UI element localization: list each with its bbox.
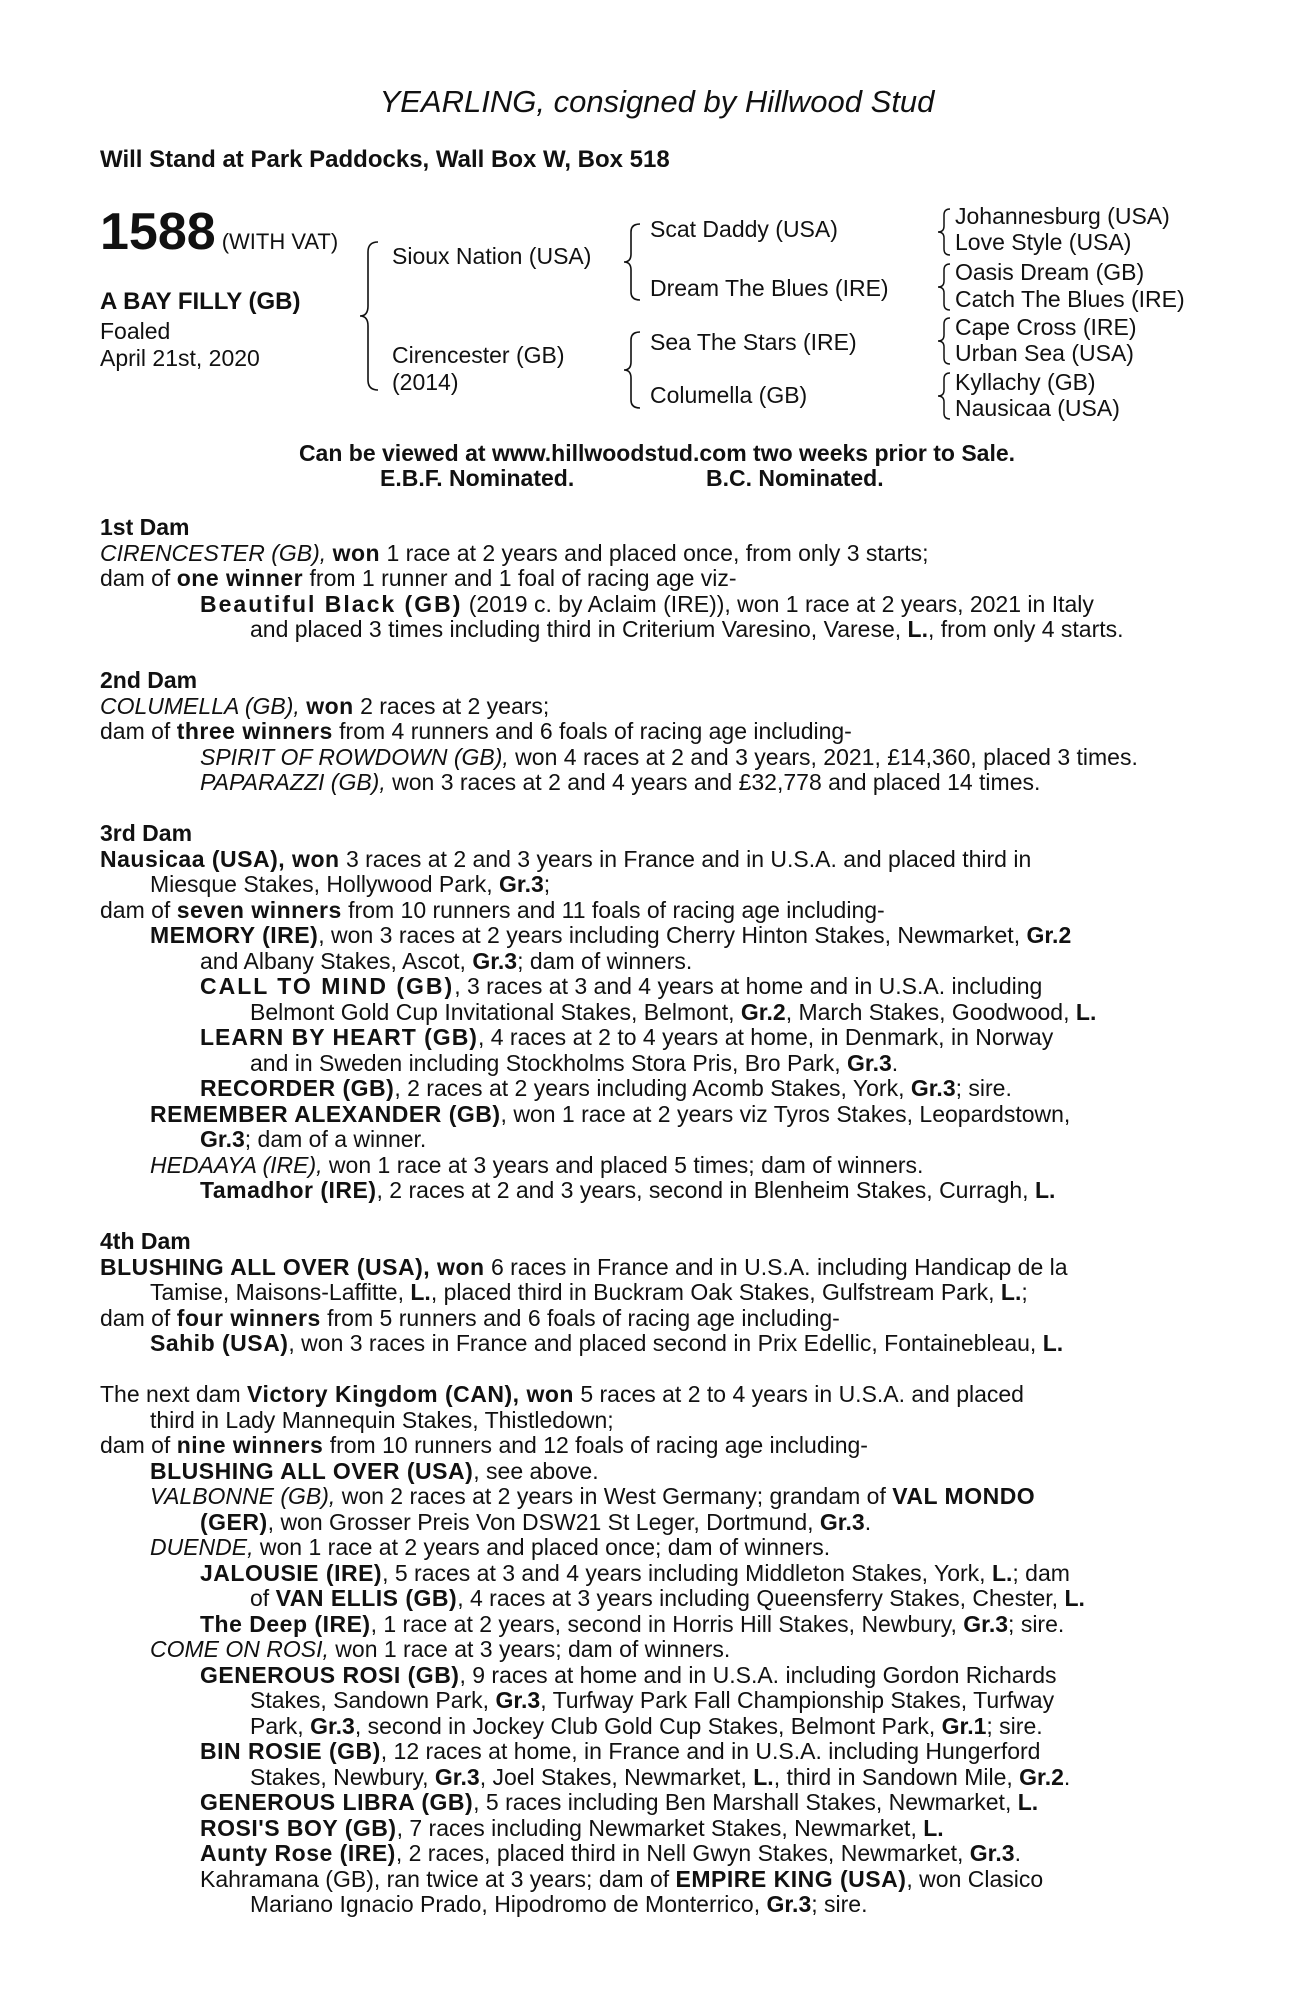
pedigree-dss: Cape Cross (IRE) — [955, 314, 1137, 340]
text: of — [250, 1585, 276, 1611]
progeny-name: BLUSHING ALL OVER (USA) — [150, 1457, 474, 1484]
second-dam-heading: 2nd Dam — [100, 667, 198, 693]
race-text: , won 3 races in France and placed second in Prix Edellic, Fontainebleau, — [288, 1330, 1043, 1356]
progeny-line — [100, 1153, 1205, 1179]
dam-line — [100, 1382, 1205, 1408]
grade: Gr.3 — [963, 1610, 1009, 1637]
progeny-line — [100, 949, 1205, 975]
progeny-line — [100, 974, 1205, 1000]
dam-line — [100, 694, 1205, 720]
progeny-line — [100, 1688, 1205, 1714]
race-text: Kahramana (GB), ran twice at 3 years; dam of — [200, 1865, 676, 1892]
progeny-line — [100, 770, 1205, 796]
pedigree-ssd: Love Style (USA) — [955, 229, 1132, 255]
grade: Gr.3 — [434, 1763, 480, 1790]
progeny-name: SPIRIT OF ROWDOWN (GB), — [200, 743, 509, 770]
pedigree-brace-main — [358, 240, 388, 392]
text: . — [864, 1508, 872, 1535]
third-dam-heading: 3rd Dam — [100, 820, 193, 846]
race-text: , won 3 races at 2 years including Cherry Hinton Stakes, Newmarket, — [318, 922, 1027, 948]
pedigree-dam-year: (2014) — [392, 369, 459, 395]
progeny-line — [100, 1714, 1205, 1740]
progeny-name: Aunty Rose (IRE) — [200, 1840, 396, 1866]
race-text: , 2 races at 2 and 3 years, second in Blenheim Stakes, Curragh, — [376, 1177, 1035, 1203]
text: dam of — [100, 565, 177, 591]
progeny-name: GENEROUS ROSI (GB) — [200, 1661, 460, 1688]
race-text: Park, — [250, 1712, 311, 1739]
progeny-name: LEARN BY HEART (GB) — [200, 1024, 478, 1050]
dam-name: Nausicaa (USA), — [100, 845, 286, 872]
grade: Gr.3 — [847, 1049, 892, 1076]
dam-line — [100, 898, 1205, 924]
pedigree-brace-sire — [622, 222, 646, 302]
race-text: Stakes, Newbury, — [250, 1763, 435, 1790]
text: The next dam — [100, 1381, 248, 1407]
progeny-line — [100, 1612, 1205, 1638]
viewing-note: Can be viewed at www.hillwoodstud.com two weeks prior to Sale. — [298, 440, 1016, 466]
race-text: , March Stakes, Goodwood, — [785, 998, 1076, 1025]
progeny-line — [100, 1892, 1205, 1918]
grade: L. — [1042, 1330, 1064, 1356]
race-text: won 3 races at 2 and 4 years and £32,778 and placed 14 times. — [385, 769, 1041, 795]
grade: Gr.3 — [910, 1075, 956, 1101]
grade: Gr.2 — [1026, 922, 1072, 948]
race-text: 1 race at 2 years and placed once, from only 3 starts; — [380, 539, 929, 566]
text: ; sire. — [1008, 1610, 1065, 1637]
text: dam of — [100, 718, 177, 744]
bc-nominated: B.C. Nominated. — [706, 465, 884, 491]
race-text: , 4 races at 3 years including Queensferry Stakes, Chester, — [457, 1585, 1065, 1611]
dam-line — [100, 1255, 1205, 1281]
text: ; sire. — [811, 1891, 868, 1917]
grade: Gr.2 — [740, 998, 786, 1025]
dam-name: BLUSHING ALL OVER (USA), won — [100, 1253, 485, 1280]
pedigree-dam: Cirencester (GB) — [392, 342, 565, 368]
pedigree-sds: Oasis Dream (GB) — [955, 259, 1145, 285]
winners-count: nine winners — [176, 1432, 324, 1458]
grade: L. — [1017, 1789, 1039, 1815]
progeny-name: Sahib (USA) — [150, 1330, 289, 1356]
progeny-name: EMPIRE KING (USA) — [675, 1865, 907, 1892]
lot-number-value: 1588 — [100, 203, 216, 261]
pedigree-sire-dam: Dream The Blues (IRE) — [650, 275, 889, 301]
race-text: and Albany Stakes, Ascot, — [200, 947, 473, 974]
foaled-date: April 21st, 2020 — [100, 345, 260, 371]
grade: Gr.3 — [310, 1712, 355, 1739]
dam-line — [100, 1280, 1205, 1306]
race-text: , 2 races, placed third in Nell Gwyn Stakes, Newmarket, — [395, 1840, 970, 1866]
pedigree-dam-dam: Columella (GB) — [650, 382, 808, 408]
race-text: , 5 races at 3 and 4 years including Middleton Stakes, York, — [382, 1559, 992, 1586]
progeny-line — [100, 1178, 1205, 1204]
next-dam-section — [100, 1382, 1205, 1918]
won-label: won — [306, 692, 354, 719]
progeny-line — [100, 1484, 1205, 1510]
grade: Gr.3 — [200, 1126, 245, 1152]
pedigree-brace-ss — [936, 207, 954, 257]
race-text: , 4 races at 2 to 4 years at home, in Denmark, in Norway — [477, 1024, 1054, 1050]
progeny-line — [100, 1586, 1205, 1612]
pedigree-dam-sire: Sea The Stars (IRE) — [650, 329, 857, 355]
pedigree-sire: Sioux Nation (USA) — [392, 243, 592, 269]
progeny-name: VAN ELLIS (GB) — [275, 1585, 458, 1611]
text: from 5 runners and 6 foals of racing age including- — [320, 1304, 840, 1331]
race-text: , 9 races at home and in U.S.A. including Gordon Richards — [459, 1661, 1057, 1688]
race-text: won 1 race at 3 years and placed 5 times; dam of winners. — [322, 1151, 924, 1178]
grade: L. — [907, 616, 928, 642]
dam-line — [100, 1306, 1205, 1332]
progeny-line — [100, 592, 1205, 618]
grade: Gr.3 — [499, 871, 544, 897]
race-text: 2 races at 2 years; — [353, 692, 550, 719]
progeny-line — [100, 1025, 1205, 1051]
pedigree-brace-ds — [936, 316, 954, 366]
progeny-line — [100, 1765, 1205, 1791]
race-text: and in Sweden including Stockholms Stora Pris, Bro Park, — [250, 1049, 848, 1076]
ebf-nominated: E.B.F. Nominated. — [380, 465, 575, 491]
race-text: 6 races in France and in U.S.A. including Handicap de la — [484, 1253, 1068, 1280]
won-label: won — [285, 845, 340, 872]
grade: L. — [1034, 1177, 1056, 1203]
winners-count: three winners — [176, 718, 333, 744]
text: ; dam of winners. — [517, 947, 693, 974]
grade: Gr.3 — [472, 947, 518, 974]
text: from 4 runners and 6 foals of racing age including- — [332, 718, 852, 744]
progeny-name: JALOUSIE (IRE) — [200, 1559, 383, 1586]
race-text: (2019 c. by Aclaim (IRE)), won 1 race at 2 years, 2021 in Italy — [462, 590, 1094, 617]
text: from 10 runners and 11 foals of racing age including- — [341, 896, 885, 923]
race-text: , from only 4 starts. — [927, 616, 1124, 642]
progeny-name: DUENDE, — [150, 1534, 254, 1560]
dam-line — [100, 541, 1205, 567]
progeny-line — [100, 745, 1205, 771]
text: . — [891, 1049, 899, 1076]
pedigree-dsd: Urban Sea (USA) — [955, 340, 1134, 366]
progeny-line — [100, 1663, 1205, 1689]
grade: Gr.2 — [1019, 1763, 1064, 1790]
progeny-name: PAPARAZZI (GB), — [200, 769, 386, 795]
text: ; dam of a winner. — [244, 1126, 427, 1152]
winners-count: seven winners — [176, 896, 342, 923]
race-text: , won Grosser Preis Von DSW21 St Leger, Dortmund, — [267, 1508, 820, 1535]
text: ; dam — [1012, 1559, 1070, 1586]
pedigree-sss: Johannesburg (USA) — [955, 203, 1170, 229]
race-text: and placed 3 times including third in Criterium Varesino, Varese, — [250, 616, 908, 642]
race-text: Stakes, Sandown Park, — [250, 1687, 496, 1713]
progeny-line — [100, 1867, 1205, 1893]
fourth-dam-section — [100, 1229, 1205, 1357]
race-text: , 12 races at home, in France and in U.S.A. including Hungerford — [380, 1738, 1041, 1764]
grade: Gr.3 — [819, 1508, 865, 1535]
grade: L. — [410, 1279, 431, 1305]
first-dam-heading: 1st Dam — [100, 514, 190, 540]
progeny-name: CALL TO MIND (GB) — [200, 973, 455, 999]
progeny-name: Tamadhor (IRE) — [200, 1177, 377, 1203]
race-text: , 5 races including Ben Marshall Stakes, Newmarket, — [473, 1789, 1018, 1815]
progeny-line — [100, 617, 1205, 643]
progeny-line — [100, 1637, 1205, 1663]
race-text: , 7 races including Newmarket Stakes, Newmarket, — [396, 1814, 924, 1841]
progeny-line — [100, 1510, 1205, 1536]
pedigree-brace-dam — [622, 330, 646, 410]
dam-line — [100, 1433, 1205, 1459]
race-text: , placed third in Buckram Oak Stakes, Gulfstream Park, — [430, 1279, 1001, 1305]
page-title: YEARLING, consigned by Hillwood Stud — [379, 84, 935, 119]
third-dam-section — [100, 821, 1205, 1204]
race-text: 5 races at 2 to 4 years in U.S.A. and placed — [573, 1381, 1024, 1407]
grade: L. — [1064, 1585, 1085, 1611]
progeny-name: MEMORY (IRE) — [150, 922, 319, 948]
progeny-name: RECORDER (GB) — [200, 1075, 395, 1101]
text: ; — [543, 871, 551, 897]
progeny-name: BIN ROSIE (GB) — [200, 1738, 381, 1764]
text: . — [1063, 1763, 1071, 1790]
progeny-name: REMEMBER ALEXANDER (GB) — [150, 1100, 501, 1127]
pedigree-sire-sire: Scat Daddy (USA) — [650, 216, 838, 242]
race-text: , third in Sandown Mile, — [773, 1763, 1020, 1790]
progeny-line — [100, 1127, 1205, 1153]
grade: Gr.3 — [766, 1891, 812, 1917]
dam-line — [100, 847, 1205, 873]
text: . — [1014, 1840, 1021, 1866]
second-dam-section — [100, 668, 1205, 796]
grade: Gr.3 — [495, 1687, 541, 1713]
dam-name: COLUMELLA (GB), — [100, 692, 300, 719]
race-text: , 1 race at 2 years, second in Horris Hill Stakes, Newbury, — [370, 1610, 964, 1637]
grade: Gr.1 — [941, 1712, 987, 1739]
pedigree-brace-sd — [936, 262, 954, 312]
foaled-info — [100, 318, 260, 372]
race-text: won 2 races at 2 years in West Germany; grandam of — [335, 1483, 893, 1509]
progeny-name: (GER) — [200, 1508, 268, 1535]
progeny-name: Beautiful Black (GB) — [200, 590, 463, 617]
progeny-line — [100, 1561, 1205, 1587]
lot-number — [100, 204, 338, 270]
progeny-line — [100, 1076, 1205, 1102]
dam-line — [100, 719, 1205, 745]
progeny-line — [100, 1051, 1205, 1077]
vat-note: (WITH VAT) — [221, 229, 339, 254]
progeny-line — [100, 1459, 1205, 1485]
pedigree-brace-dd — [936, 371, 954, 421]
grade: L. — [1075, 998, 1097, 1025]
text: dam of — [100, 896, 177, 923]
progeny-line — [100, 1000, 1205, 1026]
progeny-name: COME ON ROSI, — [150, 1636, 329, 1662]
progeny-name: The Deep (IRE) — [200, 1610, 371, 1637]
race-text: , won 1 race at 2 years viz Tyros Stakes, Leopardstown, — [500, 1100, 1071, 1127]
winners-count: four winners — [176, 1304, 321, 1331]
pedigree-ddd: Nausicaa (USA) — [955, 395, 1120, 421]
grade: L. — [991, 1559, 1013, 1586]
progeny-name: VAL MONDO — [892, 1483, 1036, 1509]
progeny-line — [100, 1102, 1205, 1128]
progeny-name: HEDAAYA (IRE), — [150, 1151, 323, 1178]
fourth-dam-heading: 4th Dam — [100, 1228, 191, 1254]
won-label: won — [332, 539, 381, 566]
dam-line: third in Lady Mannequin Stakes, Thistledown; — [150, 1406, 614, 1433]
progeny-line — [100, 923, 1205, 949]
grade: L. — [1000, 1279, 1022, 1305]
race-text: Belmont Gold Cup Invitational Stakes, Belmont, — [250, 998, 741, 1025]
progeny-line — [100, 1790, 1205, 1816]
race-text: , won Clasico — [906, 1865, 1044, 1892]
text: dam of — [100, 1432, 177, 1458]
race-text: , Turfway Park Fall Championship Stakes, Turfway — [540, 1687, 1055, 1713]
dam-line — [100, 566, 1205, 592]
progeny-name: ROSI'S BOY (GB) — [200, 1814, 397, 1841]
horse-description: A BAY FILLY (GB) — [100, 288, 301, 315]
race-text: , Joel Stakes, Newmarket, — [479, 1763, 754, 1790]
pedigree-dds: Kyllachy (GB) — [955, 369, 1096, 395]
race-text: , 2 races at 2 years including Acomb Stakes, York, — [394, 1075, 911, 1101]
race-text: Mariano Ignacio Prado, Hipodromo de Monterrico, — [250, 1891, 767, 1917]
dam-name: Victory Kingdom (CAN), won — [247, 1381, 574, 1407]
dam-name: CIRENCESTER (GB), — [100, 539, 327, 566]
progeny-line — [100, 1739, 1205, 1765]
race-text: , 3 races at 3 and 4 years at home and in U.S.A. including — [454, 973, 1043, 999]
race-text: Miesque Stakes, Hollywood Park, — [150, 871, 499, 897]
pedigree-sdd: Catch The Blues (IRE) — [955, 286, 1185, 312]
progeny-name: GENEROUS LIBRA (GB) — [200, 1789, 474, 1815]
progeny-line — [100, 1816, 1205, 1842]
text: from 1 runner and 1 foal of racing age viz- — [303, 565, 737, 591]
progeny-name: VALBONNE (GB), — [150, 1483, 336, 1509]
progeny-line — [100, 1841, 1205, 1867]
progeny-line — [100, 1331, 1205, 1357]
grade: Gr.3 — [969, 1840, 1015, 1866]
text: ; sire. — [986, 1712, 1043, 1739]
text: from 10 runners and 12 foals of racing age including- — [323, 1432, 868, 1458]
text: ; — [1021, 1279, 1028, 1305]
text: dam of — [100, 1304, 177, 1331]
race-text: 3 races at 2 and 3 years in France and in U.S.A. and placed third in — [339, 845, 1032, 872]
race-text: won 4 races at 2 and 3 years, 2021, £14,360, placed 3 times. — [508, 743, 1138, 770]
race-text: Tamise, Maisons-Laffitte, — [150, 1279, 411, 1305]
dam-line — [100, 872, 1205, 898]
winners-count: one winner — [176, 565, 304, 591]
race-text: , second in Jockey Club Gold Cup Stakes, Belmont Park, — [354, 1712, 942, 1739]
race-text: won 1 race at 3 years; dam of winners. — [328, 1636, 731, 1662]
text: ; sire. — [955, 1075, 1012, 1101]
stand-location: Will Stand at Park Paddocks, Wall Box W, Box 518 — [100, 146, 670, 173]
grade: L. — [923, 1814, 944, 1841]
progeny-line — [100, 1535, 1205, 1561]
race-text: won 1 race at 2 years and placed once; dam of winners. — [253, 1534, 831, 1560]
first-dam-section — [100, 515, 1205, 643]
text: , see above. — [473, 1457, 599, 1484]
grade: L. — [753, 1763, 774, 1790]
pedigree-notes — [100, 515, 1205, 1918]
foaled-label: Foaled — [100, 318, 171, 344]
